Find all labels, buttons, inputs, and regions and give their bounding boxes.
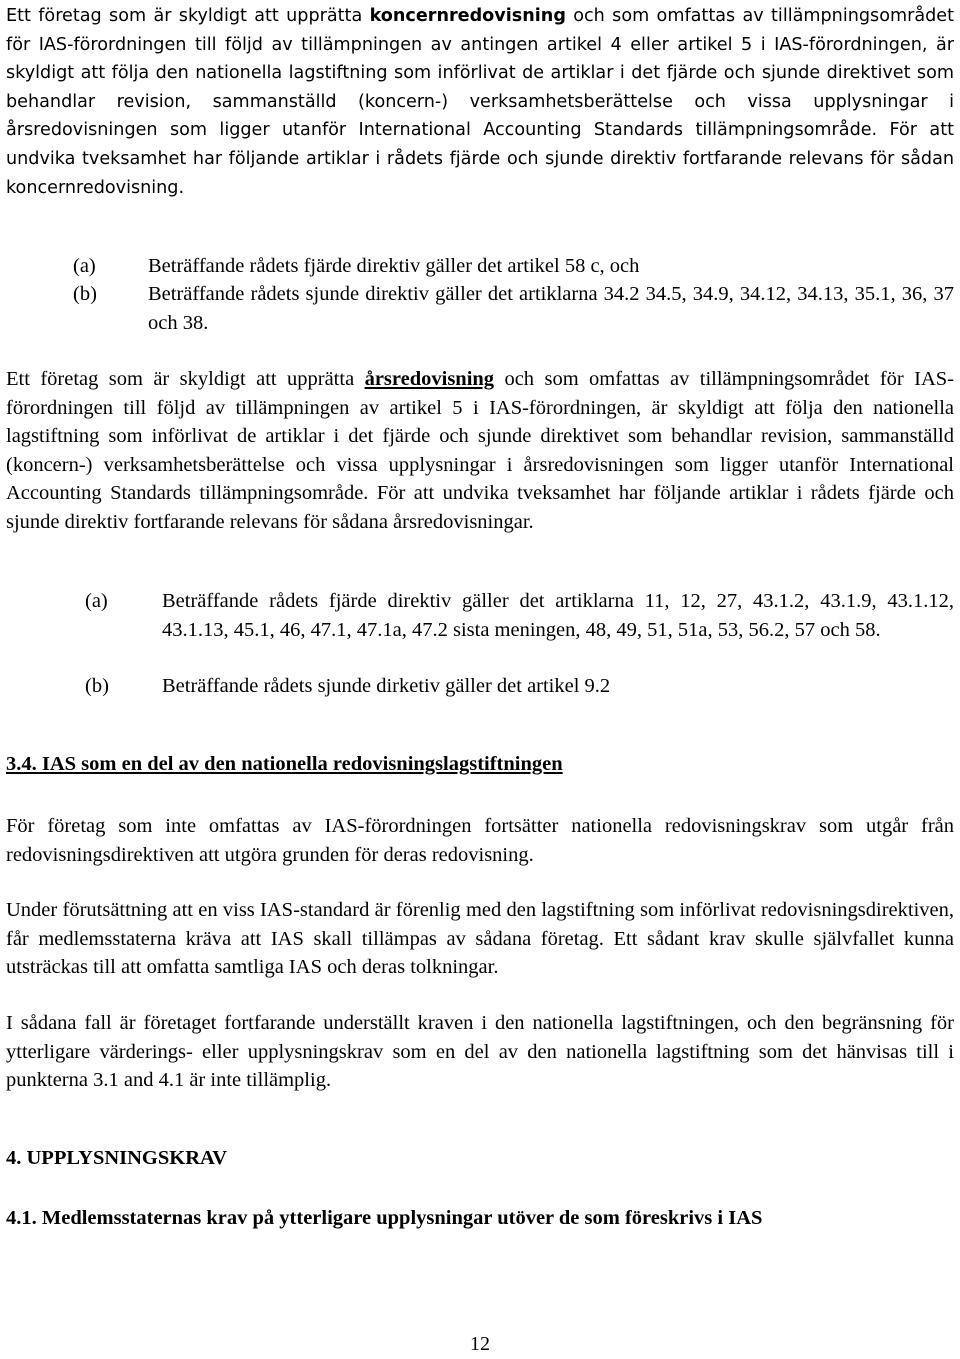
list-item-label: (a) xyxy=(85,590,108,612)
page-number: 12 xyxy=(470,1333,490,1355)
paragraph-text: och som omfattas av tillämpningsområdet för IAS-förordningen till följd av tillämpningen av artikel 5 i IAS-förordningen, är skyldigt att följa den nationella lagstiftning som införlivat de artiklar i det fjärde och sjunde direktivet som behandlar revision, sammanställd (koncern-) verksamhetsberättelse och vissa upplysningar i årsredovisningen som ligger utanför International Accounting Standards tillämpningsområde. För att undvika tveksamhet har följande artiklar i rådets fjärde och sjunde direktiv fortfarande relevans för sådana årsredovisningar. xyxy=(6,368,954,533)
list-item-text: Beträffande rådets sjunde direktiv gäller det artiklarna 34.2 34.5, 34.9, 34.12, 34.13, 35.1, 36, 37 och 38. xyxy=(148,283,954,334)
paragraph-consolidated-accounts xyxy=(6,2,954,202)
list-item-text: Beträffande rådets sjunde dirketiv gäller det artikel 9.2 xyxy=(162,675,611,697)
paragraph-national-requirements: För företag som inte omfattas av IAS-förordningen fortsätter nationella redovisningskrav som utgår från redovisningsdirektiven att utgöra grunden för deras redovisning. xyxy=(6,815,954,866)
section-heading-4-1: 4.1. Medlemsstaternas krav på ytterligare upplysningar utöver de som föreskrivs i IAS xyxy=(6,1207,763,1229)
list-item-text: Beträffande rådets fjärde direktiv gäller det artikel 58 c, och xyxy=(148,255,640,277)
list-item-label: (b) xyxy=(73,283,97,305)
emphasis-koncernredovisning: koncernredovisning xyxy=(369,6,566,26)
paragraph-text: Ett företag som är skyldigt att upprätta xyxy=(6,6,370,26)
list-item-text: Beträffande rådets fjärde direktiv gäller det artiklarna 11, 12, 27, 43.1.2, 43.1.9, 43.1.12, 43.1.13, 45.1, 46, 47.1, 47.1a, 47.2 sista meningen, 48, 49, 51, 51a, 53, 56.2, 57 och 58. xyxy=(162,590,954,641)
list-item-label: (b) xyxy=(85,675,109,697)
paragraph-text: Ett företag som är skyldigt att upprätta xyxy=(6,368,365,390)
section-heading-4: 4. UPPLYSNINGSKRAV xyxy=(6,1147,227,1169)
section-heading-3-4: 3.4. IAS som en del av den nationella redovisningslagstiftningen xyxy=(6,753,563,775)
list-item-label: (a) xyxy=(73,255,96,277)
paragraph-text: och som omfattas av tillämpningsområdet för IAS-förordningen till följd av tillämpningen av antingen artikel 4 eller artikel 5 i IAS-förordningen, är skyldigt att följa den nationella lagstiftning som införlivat de artiklar i det fjärde och sjunde direktivet som behandlar revision, sammanställd (koncern-) verksamhetsberättelse och vissa upplysningar i årsredovisningen som ligger utanför International Accounting Standards tillämpningsområde. För att undvika tveksamhet har följande artiklar i rådets fjärde och sjunde direktiv fortfarande relevans för sådan koncernredovisning. xyxy=(6,6,955,198)
emphasis-arsredovisning: årsredovisning xyxy=(364,368,495,390)
paragraph-annual-accounts xyxy=(6,365,954,537)
paragraph-still-subject: I sådana fall är företaget fortfarande underställt kraven i den nationella lagstiftningen, och den begränsning för ytterligare värderings- eller upplysningskrav som en del av den nationella lagstiftning som det hänvisas till i punkterna 3.1 and 4.1 är inte tillämplig. xyxy=(6,1012,954,1092)
paragraph-member-state-option: Under förutsättning att en viss IAS-standard är förenlig med den lagstiftning som införlivat redovisningsdirektiven, får medlemsstaterna kräva att IAS skall tillämpas av sådana företag. Ett sådant krav skulle självfallet kunna utsträckas till att omfatta samtliga IAS och deras tolkningar. xyxy=(6,899,954,979)
